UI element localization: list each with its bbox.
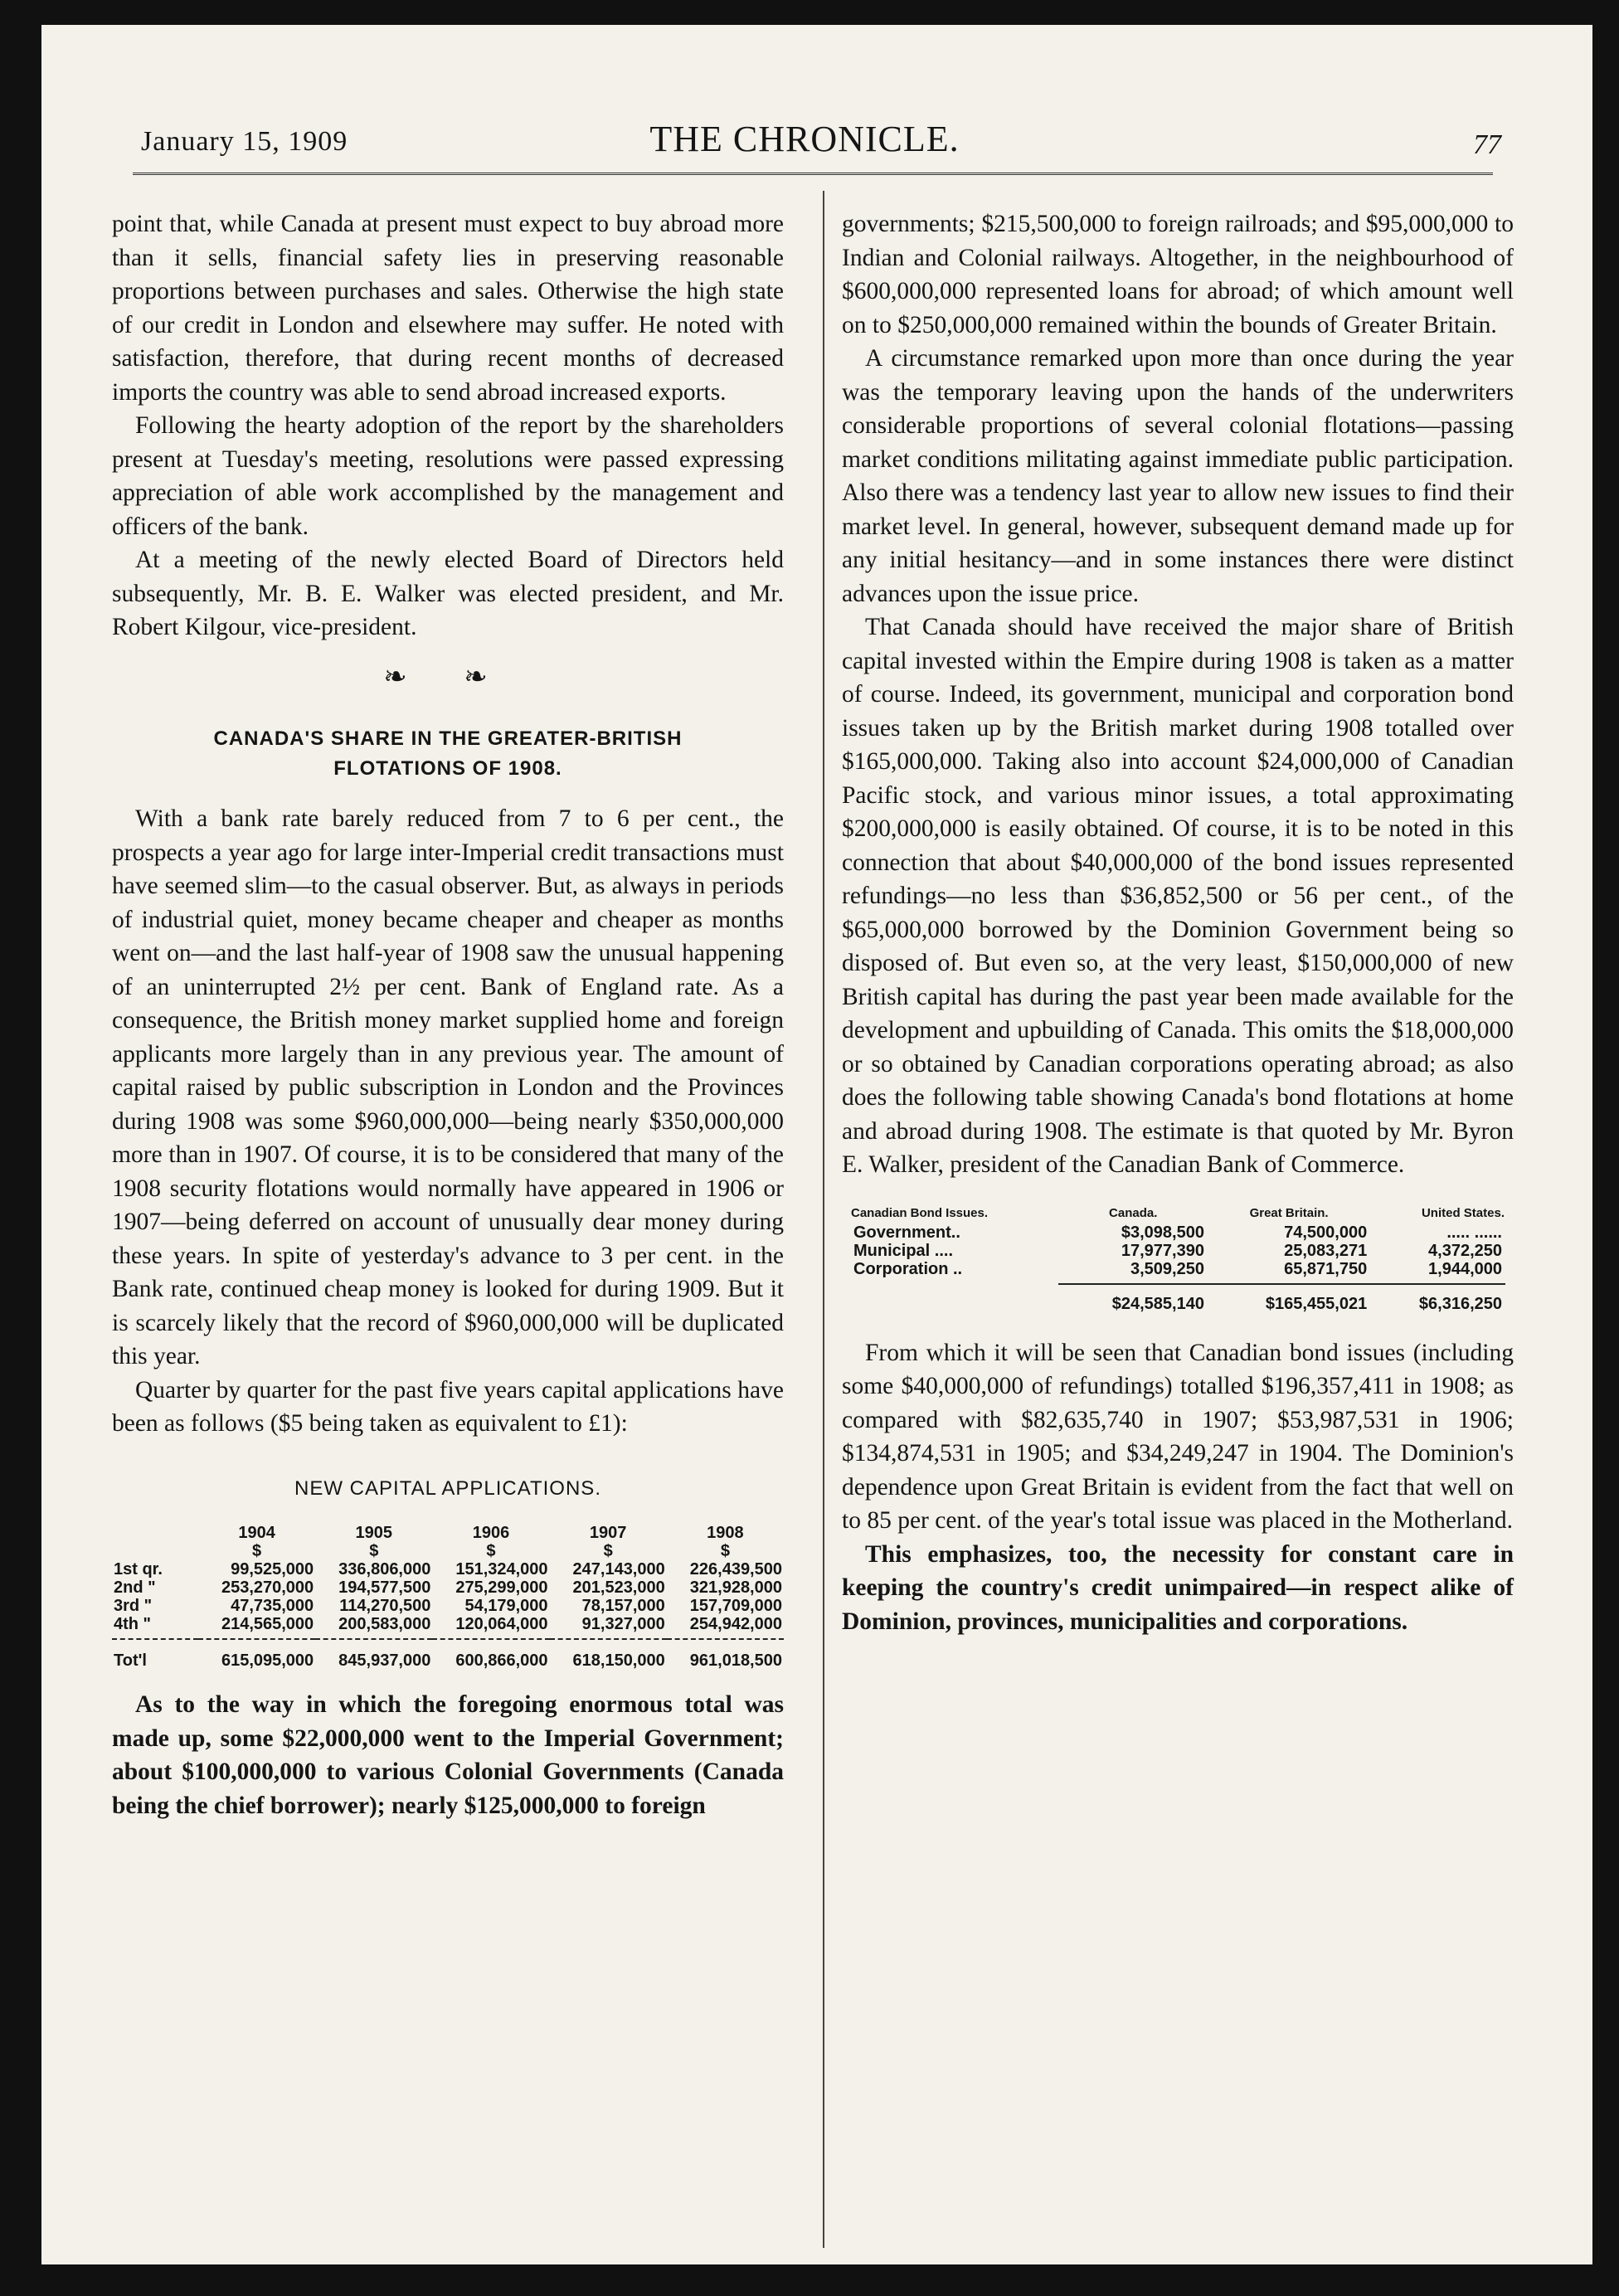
unit-symbol: $ (603, 1542, 613, 1560)
table-row (112, 1615, 784, 1633)
unit-symbol: $ (486, 1542, 496, 1560)
table-row (112, 1597, 784, 1615)
row-label: 3rd " (114, 1597, 153, 1615)
table-cell: 3,509,250 (1130, 1259, 1204, 1278)
paragraph: point that, while Canada at present must expect to buy abroad more than it sells, financial safety lies in preserving reasonable proportions between purchases and sales. Otherwise the high state of our credit in London and elsewhere may suffer. He noted with satisfaction, therefore, that during recent months of decreased imports the country was able to send abroad increased exports. (112, 211, 784, 406)
row-label: Municipal .... (853, 1241, 954, 1260)
year-header: 1908 (707, 1524, 744, 1542)
table-cell: 200,583,000 (338, 1615, 431, 1633)
unit-symbol: $ (720, 1542, 730, 1560)
table-cell: $165,455,021 (1265, 1294, 1368, 1313)
paragraph: Quarter by quarter for the past five years capital applications have been as follows ($5 being taken as equivalent to £1): (112, 1376, 784, 1437)
table-cell: 1,944,000 (1428, 1259, 1502, 1278)
page-header (100, 100, 1510, 166)
year-header: 1905 (355, 1524, 393, 1542)
table-cell: 615,095,000 (221, 1651, 314, 1670)
paragraph: As to the way in which the foregoing enormous total was made up, some $22,000,000 went to the Imperial Government; about $100,000,000 to various Colonial Governments (Canada being the chief borrower); nearly $125,000,000 to foreign (112, 1691, 784, 1819)
table-cell: $3,098,500 (1121, 1223, 1204, 1242)
table-header-row (850, 1205, 1505, 1223)
table-cell: 151,324,000 (455, 1560, 548, 1578)
ornament-divider: ❧ ❧ (383, 661, 513, 693)
table-cell: 618,150,000 (572, 1651, 665, 1670)
column-divider (823, 191, 824, 2248)
table-header-row (112, 1524, 784, 1542)
table-cell: 254,942,000 (689, 1615, 782, 1633)
table-cell: 201,523,000 (572, 1578, 665, 1597)
row-label: 1st qr. (114, 1560, 163, 1578)
unit-symbol: $ (369, 1542, 379, 1560)
table-cell: 78,157,000 (581, 1597, 665, 1615)
left-column (112, 207, 784, 1822)
table-cell: 65,871,750 (1284, 1259, 1368, 1278)
paragraph: This emphasizes, too, the necessity for constant care in keeping the country's credit unimpaired—in respect alike of Dominion, provinces, municipalities and corporations. (842, 1540, 1514, 1635)
table-cell: 114,270,500 (339, 1597, 431, 1615)
table-cell: 99,525,000 (231, 1560, 314, 1578)
section-heading-line: CANADA'S SHARE IN THE GREATER-BRITISH (213, 727, 683, 750)
table-row (112, 1578, 784, 1597)
right-column (842, 207, 1514, 1638)
table-cell: 157,709,000 (689, 1597, 782, 1615)
table-cell: 336,806,000 (338, 1560, 431, 1578)
table-total-row (112, 1639, 784, 1670)
table-cell: 321,928,000 (689, 1578, 782, 1597)
header-title: THE CHRONICLE. (649, 119, 960, 159)
paragraph: With a bank rate barely reduced from 7 to 6 per cent., the prospects a year ago for large inter-Imperial credit transactions must have seemed slim—to the casual observer. But, as always in periods of industrial quiet, money became cheaper and cheaper as months went on—and the last half-year of 1908 saw the unusual happening of an uninterrupted 2½ per cent. Bank of England rate. As a consequence, the British money market supplied home and foreign applicants more largely than in any previous year. The amount of capital raised by public subscription in London and the Provinces during 1908 was some $960,000,000—being nearly $350,000,000 more than in 1907. Of course, it is to be considered that many of the 1908 security flotations would normally have appeared in 1906 or 1907—being deferred on account of unusually dear money during these years. In spite of yesterday's advance to 3 per cent. in the Bank rate, continued cheap money is looked for during 1909. But it is scarcely likely that the record of $960,000,000 will be duplicated this year. (112, 805, 784, 1369)
table-cell: 91,327,000 (581, 1615, 665, 1633)
newspaper-page (41, 25, 1592, 2264)
row-label: 4th " (114, 1615, 152, 1633)
table-cell: 214,565,000 (221, 1615, 314, 1633)
table-unit-row (112, 1542, 784, 1560)
table-cell: ..... ...... (1446, 1223, 1502, 1242)
year-header: 1904 (238, 1524, 275, 1542)
table-cell: 226,439,500 (689, 1560, 782, 1578)
bond-issues-table (850, 1205, 1505, 1313)
capital-applications-table (112, 1524, 784, 1670)
table-cell: 275,299,000 (455, 1578, 548, 1597)
table-separator (112, 1633, 784, 1639)
table-cell: 961,018,500 (689, 1651, 782, 1670)
table-row (850, 1242, 1505, 1260)
header-date: January 15, 1909 (141, 126, 348, 157)
year-header: 1906 (472, 1524, 510, 1542)
paragraph: From which it will be seen that Canadian bond issues (including some $40,000,000 of refundings) totalled $196,357,411 in 1908; as compared with $82,635,740 in 1907; $53,987,531 in 1906; $134,874,531 in 1905; and $34,249,247 in 1904. The Dominion's dependence upon Great Britain is evident from the fact that well on to 85 per cent. of the year's total issue was placed in the Motherland. (842, 1339, 1514, 1534)
table-cell: $6,316,250 (1418, 1294, 1502, 1313)
table-cell: 600,866,000 (455, 1651, 548, 1670)
table-cell: 25,083,271 (1284, 1241, 1368, 1260)
paragraph: Following the hearty adoption of the report by the shareholders present at Tuesday's meeting, resolutions were passed expressing appreciation of able work accomplished by the management and officers of the bank. (112, 412, 784, 540)
column-header: Great Britain. (1249, 1205, 1329, 1220)
row-label: 2nd " (114, 1578, 156, 1597)
column-header: United States. (1421, 1205, 1505, 1220)
table-cell: 845,937,000 (338, 1651, 431, 1670)
table-row (850, 1260, 1505, 1278)
paragraph: governments; $215,500,000 to foreign railroads; and $95,000,000 to Indian and Colonial railways. Altogether, in the neighbourhood of $600,000,000 represented loans for abroad; of which amount well on to $250,000,000 remained within the bounds of Greater Britain. (842, 211, 1514, 338)
table-cell: $24,585,140 (1111, 1294, 1204, 1313)
page-number: 77 (1473, 129, 1501, 160)
header-rule (133, 173, 1493, 178)
table-cell: 17,977,390 (1121, 1241, 1204, 1260)
section-heading-line: FLOTATIONS OF 1908. (333, 757, 562, 780)
year-header: 1907 (589, 1524, 627, 1542)
table-title: NEW CAPITAL APPLICATIONS. (294, 1476, 601, 1500)
section-heading (112, 724, 784, 784)
paragraph: At a meeting of the newly elected Board of Directors held subsequently, Mr. B. E. Walker was elected president, and Mr. Robert Kilgour, vice-president. (112, 547, 784, 640)
table-cell: 247,143,000 (572, 1560, 665, 1578)
table-separator (850, 1278, 1505, 1284)
table-cell: 253,270,000 (221, 1578, 314, 1597)
row-label: Government.. (853, 1223, 960, 1242)
table-cell: 4,372,250 (1428, 1241, 1502, 1260)
table-cell: 194,577,500 (338, 1578, 431, 1597)
row-label: Corporation .. (853, 1259, 963, 1278)
table-cell: 120,064,000 (455, 1615, 548, 1633)
table-cell: 47,735,000 (231, 1597, 314, 1615)
table-cell: 54,179,000 (464, 1597, 548, 1615)
paragraph: A circumstance remarked upon more than once during the year was the temporary leaving upon the hands of the underwriters considerable proportions of several colonial flotations—passing market conditions militating against immediate public participation. Also there was a tendency last year to allow new issues to find their market level. In general, however, subsequent demand made up for any initial hesitancy—and in some instances there were distinct advances upon the issue price. (842, 345, 1514, 607)
paragraph: That Canada should have received the major share of British capital invested within the Empire during 1908 is taken as a matter of course. Indeed, its government, municipal and corporation bond issues taken up by the British market during 1908 totalled over $165,000,000. Taking also into account $24,000,000 of Canadian Pacific stock, and various minor issues, a total approximating $200,000,000 is easily obtained. Of course, it is to be noted in this connection that about $40,000,000 of the bond issues represented refundings—no less than $36,852,500 or 56 per cent., of the $65,000,000 borrowed by the Dominion Government being so disposed of. But even so, at the very least, $150,000,000 of new British capital has during the past year been made available for the development and upbuilding of Canada. This omits the $18,000,000 or so obtained by Canadian corporations operating abroad; as also does the following table showing Canada's bond flotations at home and abroad during 1908. The estimate is that quoted by Mr. Byron E. Walker, president of the Canadian Bank of Commerce. (842, 614, 1514, 1178)
unit-symbol: $ (252, 1542, 262, 1560)
table-row (112, 1560, 784, 1578)
table-total-row (850, 1284, 1505, 1313)
table-cell: 74,500,000 (1284, 1223, 1368, 1242)
row-label: Tot'l (114, 1651, 147, 1670)
column-header: Canadian Bond Issues. (851, 1205, 989, 1220)
table-row (850, 1223, 1505, 1242)
column-header: Canada. (1109, 1205, 1158, 1220)
